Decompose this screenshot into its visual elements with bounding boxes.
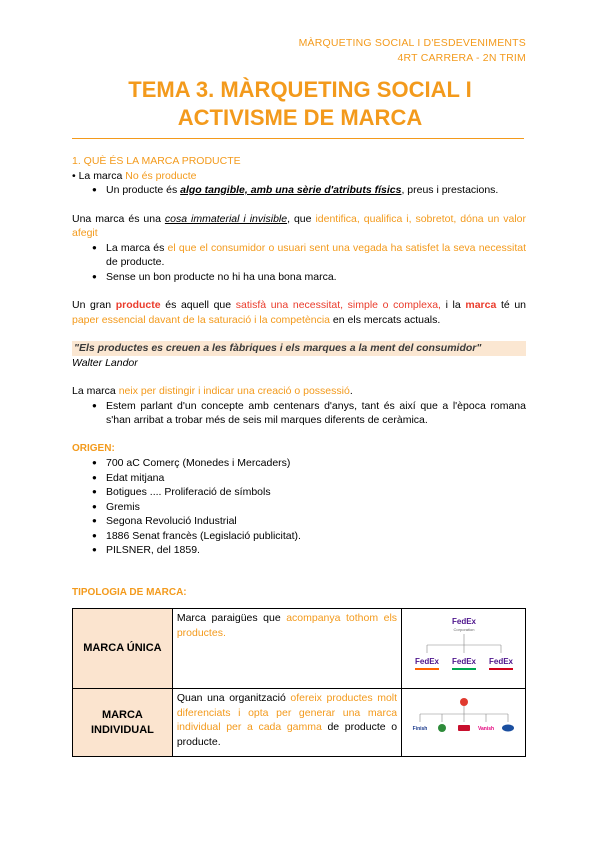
section-heading: 1. QUÈ ÉS LA MARCA PRODUCTE xyxy=(72,155,241,167)
list-item: ● PILSNER, del 1859. xyxy=(92,543,526,558)
quote-text: "Els productes es creuen a les fàbriques i els marques a la ment del consumidor" xyxy=(74,342,482,354)
list-item: ● Botigues .... Proliferació de símbols xyxy=(92,485,526,500)
list-item: ● 1886 Senat francès (Legislació publicitat). xyxy=(92,529,526,544)
list-item: ● Un producte és algo tangible, amb una sèrie d'atributs físics, preus i prestacions. xyxy=(92,183,526,198)
brands-tree-icon xyxy=(408,696,520,744)
svg-text:FedEx: FedEx xyxy=(488,657,513,667)
history-list xyxy=(72,399,526,428)
table-row xyxy=(73,689,526,757)
list-item: ● Segona Revolució Industrial xyxy=(92,514,526,529)
list-item: ● Gremis xyxy=(92,500,526,515)
brand-type-table xyxy=(72,608,526,757)
svg-text:FedEx: FedEx xyxy=(451,657,476,667)
origen-list xyxy=(72,456,526,558)
table-row xyxy=(73,609,526,689)
course-name: MÀRQUETING SOCIAL I D'ESDEVENIMENTS xyxy=(298,37,526,49)
row-label: MARCA ÚNICA xyxy=(73,609,173,689)
tipologia-label: TIPOLOGIA DE MARCA: xyxy=(72,586,187,598)
list-item: ● Estem parlant d'un concepte amb centenars d'anys, tant és així que a l'època romana s'han arribat a trobar més de seis mil marques diferents de ceràmica. xyxy=(92,399,526,428)
svg-text:FedEx: FedEx xyxy=(414,657,439,667)
list-item: ● Edat mitjana xyxy=(92,471,526,486)
list-item: ● Sense un bon producte no hi ha una bona marca. xyxy=(92,270,526,285)
individual-brands-diagram xyxy=(402,689,526,757)
list-item: ● 700 aC Comerç (Monedes i Mercaders) xyxy=(92,456,526,471)
paragraph-producte: Un gran producte és aquell que satisfà una necessitat, simple o complexa, i la marca té un paper essencial davant de la saturació i la competència en els mercats actuals. xyxy=(72,299,526,326)
marca-list xyxy=(72,241,526,285)
quote-author: Walter Landor xyxy=(72,356,138,369)
page-title: TEMA 3. MÀRQUETING SOCIAL I ACTIVISME DE MARCA xyxy=(128,77,472,130)
paragraph-marca: Una marca és una cosa immaterial i invisible, que identifica, qualifica i, sobretot, dóna un valor afegit xyxy=(72,212,527,239)
svg-text:Finish: Finish xyxy=(412,726,427,733)
course-class: 4RT CARRERA - 2N TRIM xyxy=(397,52,526,64)
row-description: Quan una organització ofereix productes molt diferenciats i opta per generar una marca individual per a cada gamma de producte o producte. xyxy=(172,689,401,757)
origen-label: ORIGEN: xyxy=(72,442,115,454)
row-label: MARCA INDIVIDUAL xyxy=(73,689,173,757)
fedex-diagram xyxy=(402,609,526,689)
quote-block xyxy=(72,341,526,356)
intro-bullet: • La marca No és producte xyxy=(72,169,197,182)
list-item: ● La marca és el que el consumidor o usuari sent una vegada ha satisfet la seva necessitat de producte. xyxy=(92,241,526,270)
document-body xyxy=(72,154,526,600)
svg-text:FedEx: FedEx xyxy=(451,617,476,627)
svg-text:Vanish: Vanish xyxy=(477,726,494,733)
paragraph-origen-marca: La marca neix per distingir i indicar una creació o possessió. xyxy=(72,385,353,397)
fedex-logo-icon xyxy=(409,613,519,679)
product-list xyxy=(72,183,526,198)
title-divider xyxy=(72,138,524,139)
svg-text:Corporation: Corporation xyxy=(453,627,474,633)
row-description: Marca paraigües que acompanya tothom els productes. xyxy=(172,609,401,689)
document-header xyxy=(299,36,526,66)
